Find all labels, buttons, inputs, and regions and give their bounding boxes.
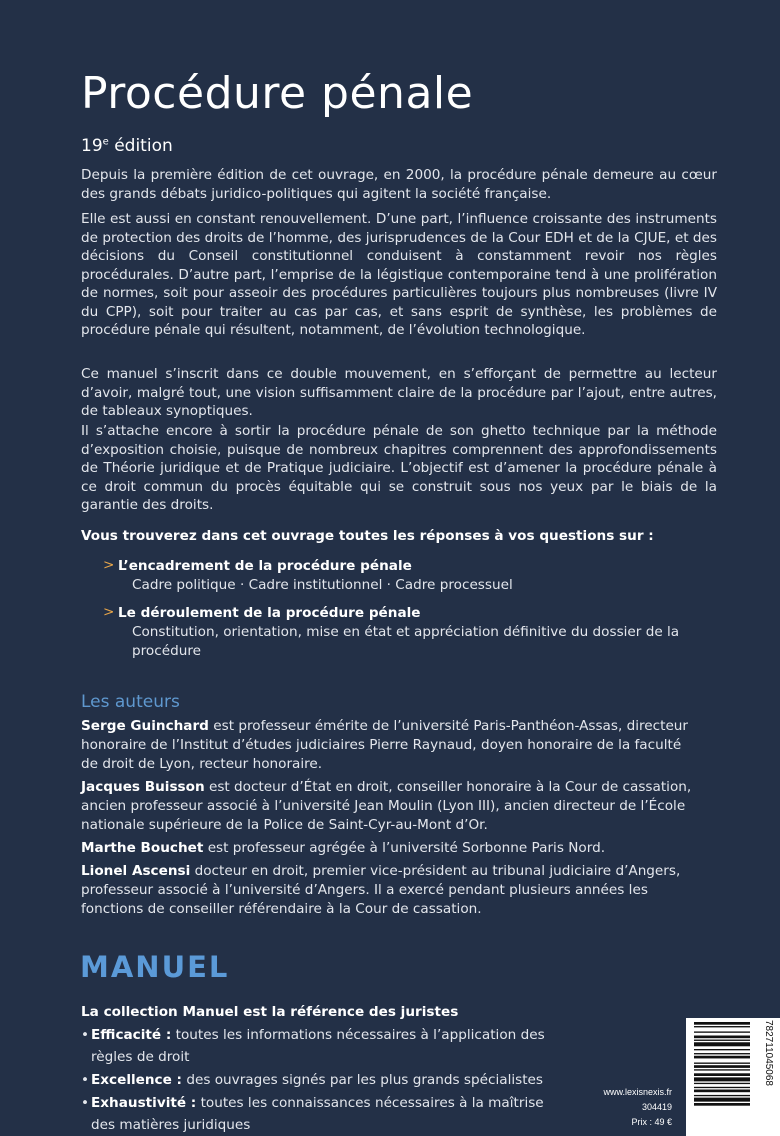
topic-title: L’encadrement de la procédure pénale [118, 558, 412, 574]
edition-word: édition [114, 136, 173, 156]
feature-text: toutes les connaissances nécessaires à la maîtrise des matières juridiques [91, 1095, 544, 1133]
author-bio: est professeur agrégée à l’université Sorbonne Paris Nord. [203, 840, 606, 856]
feature-label: Excellence : [91, 1072, 182, 1088]
feature-item [81, 1092, 551, 1136]
bullet-icon: • [81, 1095, 90, 1111]
topic-title: Le déroulement de la procédure pénale [118, 605, 421, 621]
topics-lead: Vous trouverez dans cet ouvrage toutes les réponses à vos questions sur : [81, 528, 654, 544]
author-name: Marthe Bouchet [81, 840, 204, 856]
feature-item [81, 1069, 551, 1091]
author-bio: docteur en droit, premier vice-président au tribunal judiciaire d’Angers, professeur associé à l’université d’Angers. Il a exercé pendant plusieurs années les fonctions de conseiller référendaire à la Cour de cassation. [81, 863, 681, 917]
topic-item [103, 557, 726, 595]
edition-number: 19 [81, 136, 103, 156]
topic-subtitle: Constitution, orientation, mise en état et appréciation définitive du dossier de la procédure [132, 624, 680, 659]
intro-paragraph-3: Ce manuel s’inscrit dans ce double mouvement, en s’efforçant de permettre au lecteur d’avoir, malgré tout, une vision suffisamment claire de la procédure par l’ajout, entre autres, de tableaux synoptiques. [81, 366, 717, 419]
author-entry [81, 717, 701, 774]
feature-text: des ouvrages signés par les plus grands spécialistes [182, 1072, 543, 1088]
barcode-bars [694, 1022, 762, 1132]
author-bio: est professeur émérite de l’université Paris-Panthéon-Assas, directeur honoraire de l’Institut d’études judiciaires Pierre Raynaud, doyen honoraire de la faculté de droit de Lyon, recteur honoraire. [81, 718, 689, 772]
price-label: Prix : 49 € [631, 1117, 672, 1127]
collection-logo: MANUEL [80, 950, 230, 984]
collection-heading: La collection Manuel est la référence des juristes [81, 1004, 459, 1020]
edition-label [81, 136, 173, 156]
edition-suffix: e [102, 136, 109, 148]
author-name: Lionel Ascensi [81, 863, 191, 879]
chevron-right-icon: > [103, 557, 115, 573]
intro-paragraph-2: Elle est aussi en constant renouvellement. D’une part, l’influence croissante des instruments de protection des droits de l’homme, des jurisprudences de la Cour EDH et de la CJUE, et des décisions du Conseil constitutionnel conduisent à constamment revoir nos règles procédurales. D’autre part, l’emprise de la légistique contemporaine tend à une prolifération de normes, soit pour asseoir des procédures particulières toujours plus nombreuses (livre IV du CPP), soit pour traiter au cas par cas, et sans esprit de synthèse, les problèmes de procédure pénale qui résultent, notamment, de l’évolution technologique. [81, 211, 717, 338]
topic-item [103, 604, 726, 661]
book-title: Procédure pénale [81, 68, 474, 119]
author-entry [81, 778, 701, 835]
isbn-number [762, 1020, 776, 1136]
feature-item [81, 1024, 551, 1068]
feature-label: Efficacité : [91, 1027, 172, 1043]
author-name: Serge Guinchard [81, 718, 209, 734]
topic-subtitle: Cadre politique · Cadre institutionnel · Cadre processuel [132, 577, 513, 593]
author-entry [81, 862, 701, 919]
publisher-url: www.lexisnexis.fr [603, 1087, 672, 1097]
author-name: Jacques Buisson [81, 779, 205, 795]
intro-paragraph-1: Depuis la première édition de cet ouvrage, en 2000, la procédure pénale demeure au cœur des grands débats juridico-politiques qui agitent la société française. [81, 167, 717, 202]
author-entry [81, 839, 701, 858]
feature-text: toutes les informations nécessaires à l’application des règles de droit [91, 1027, 545, 1065]
bullet-icon: • [81, 1072, 90, 1088]
author-bio: est docteur d’État en droit, conseiller honoraire à la Cour de cassation, ancien professeur associé à l’université Jean Moulin (Lyon III), ancien directeur de l’École nationale supérieure de la Police de Saint-Cyr-au-Mont d’Or. [81, 779, 692, 833]
intro-paragraph-4: Il s’attache encore à sortir la procédure pénale de son ghetto technique par la méthode d’exposition choisie, puisque de nombreux chapitres comprennent des approfondissements de Théorie juridique et de Pratique judiciaire. L’objectif est d’amener la procédure pénale à ce droit commun du procès équitable qui se construit sous nos yeux par le biais de la garantie des droits. [81, 423, 717, 513]
bullet-icon: • [81, 1027, 90, 1043]
feature-label: Exhaustivité : [91, 1095, 197, 1111]
authors-heading: Les auteurs [81, 692, 180, 712]
isbn-digits-text: 782711045068 [763, 1020, 774, 1086]
chevron-right-icon: > [103, 604, 115, 620]
publisher-code: 304419 [641, 1102, 672, 1112]
